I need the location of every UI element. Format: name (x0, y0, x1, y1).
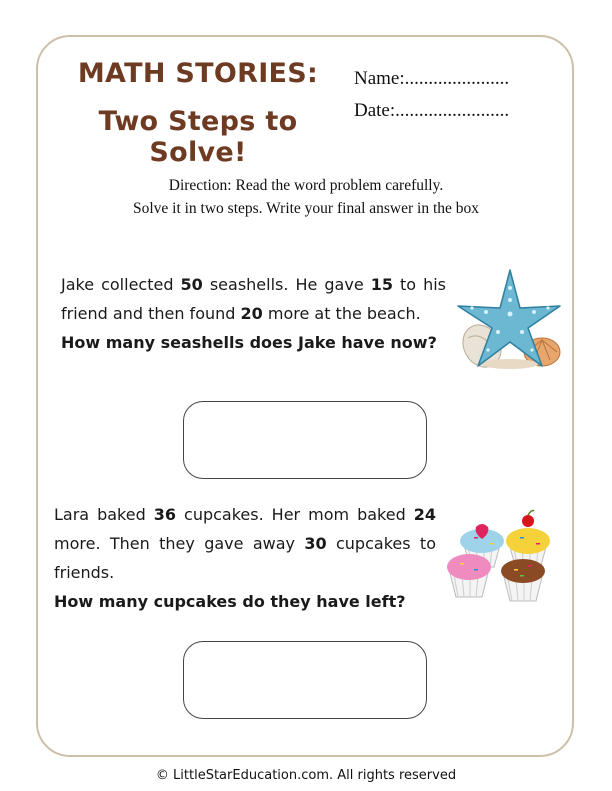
problem-number: 30 (304, 534, 327, 553)
date-field[interactable]: Date:........................ (354, 100, 510, 121)
copyright-footer: © LittleStarEducation.com. All rights reserved (155, 768, 457, 783)
problem-number: 36 (153, 505, 177, 524)
worksheet-title-line-1: MATH STORIES: (77, 58, 319, 89)
starfish-and-seashells-picture (452, 268, 564, 373)
problem-text: Jake collected (61, 275, 181, 294)
direction-line-1: Direction: Read the word problem carefully. (168, 177, 444, 194)
problem-text: seashells. He gave (202, 275, 371, 294)
word-problem-1 (61, 270, 446, 357)
word-problem-2 (54, 500, 436, 616)
direction-line-2: Solve it in two steps. Write your final answer in the box (132, 200, 480, 217)
problem-text: cupcakes to friends. (54, 534, 436, 582)
cupcakes-picture (444, 505, 564, 605)
name-field[interactable]: Name:...................... (354, 68, 510, 89)
problem-number: 20 (240, 304, 263, 323)
answer-box-1[interactable] (183, 401, 427, 479)
problem-text: to his friend and then found (61, 275, 447, 323)
problem-text: more. Then they gave away (54, 534, 305, 553)
directions (60, 174, 552, 220)
problem-question-2: How many cupcakes do they have left? (54, 592, 406, 611)
worksheet-title-line-2: Two Steps to Solve! (98, 106, 298, 168)
problem-number: 50 (180, 275, 203, 294)
problem-question-1: How many seashells does Jake have now? (61, 333, 437, 352)
problem-text: more at the beach. (262, 304, 421, 323)
problem-number: 15 (370, 275, 393, 294)
problem-text: Lara baked (54, 505, 154, 524)
answer-box-2[interactable] (183, 641, 427, 719)
problem-number: 24 (413, 505, 437, 524)
problem-text: cupcakes. Her mom baked (176, 505, 414, 524)
